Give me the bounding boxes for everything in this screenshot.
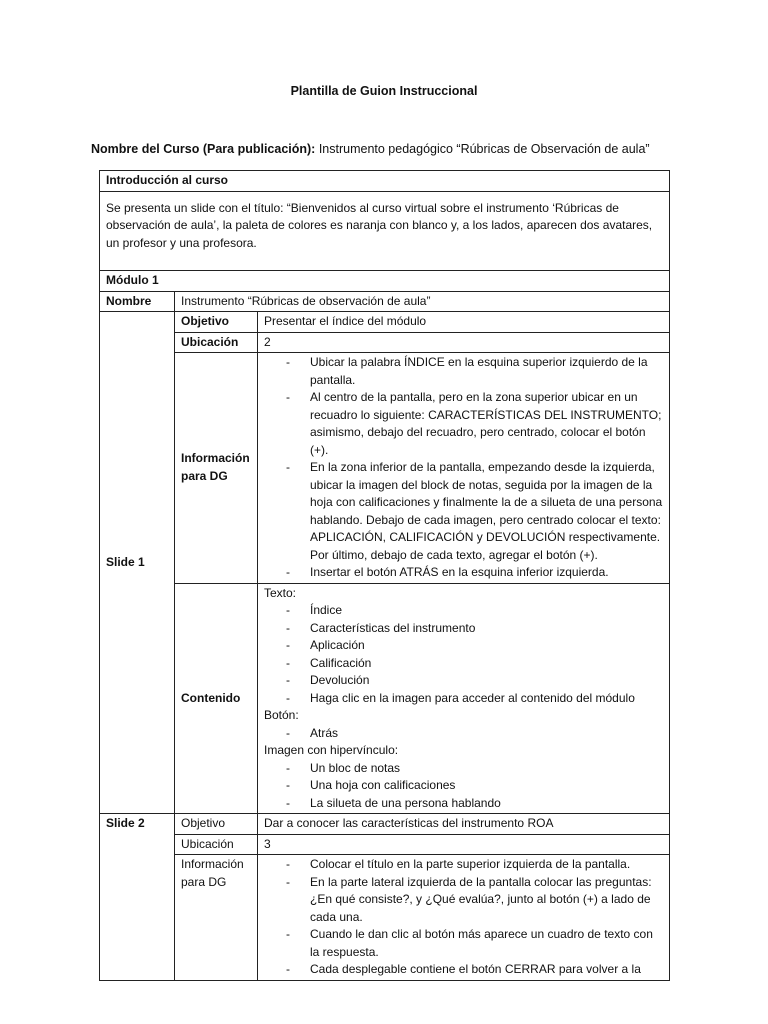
slide1-objetivo-row (100, 312, 670, 333)
slide1-label: Slide 1 (100, 312, 175, 814)
slide1-contenido-row (100, 583, 670, 814)
intro-body-row (100, 191, 670, 271)
course-name-line (91, 142, 731, 156)
contenido-boton-list (264, 725, 663, 743)
document-title: Plantilla de Guion Instruccional (290, 84, 478, 98)
list-item: - Cada desplegable contiene el botón CERRAR para volver a la (264, 961, 663, 979)
list-item: - Colocar el título en la parte superior izquierda de la pantalla. (264, 856, 663, 874)
contenido-imagen-list (264, 760, 663, 813)
module-heading: Módulo 1 (100, 271, 670, 292)
list-item: - Haga clic en la imagen para acceder al contenido del módulo (264, 690, 663, 708)
slide1-objetivo-value: Presentar el índice del módulo (258, 312, 670, 333)
module-name-value: Instrumento “Rúbricas de observación de aula” (175, 291, 670, 312)
slide2-objetivo-row (100, 814, 670, 835)
slide1-contenido-label: Contenido (175, 583, 258, 814)
list-item: - Índice (264, 602, 663, 620)
intro-text: Se presenta un slide con el título: “Bienvenidos al curso virtual sobre el instrumento ‘Rúbricas de observación de aula’, la paleta de colores es naranja con blanco y, a los lados, aparecen dos avatares, un profesor y una profesora. (100, 191, 670, 271)
slide2-objetivo-label: Objetivo (175, 814, 258, 835)
contenido-boton-label: Botón: (264, 708, 299, 722)
slide2-ubicacion-row (100, 834, 670, 855)
slide2-info-dg-label: Información para DG (175, 855, 258, 981)
list-item: - Características del instrumento (264, 620, 663, 638)
intro-heading-row (100, 171, 670, 192)
slide1-info-dg-label: Información para DG (175, 353, 258, 584)
slide2-info-dg-list (264, 856, 663, 979)
slide1-info-dg-list (264, 354, 663, 582)
slide2-objetivo-value: Dar a conocer las características del instrumento ROA (258, 814, 670, 835)
list-item: - Insertar el botón ATRÁS en la esquina inferior izquierda. (264, 564, 663, 582)
list-item: - Aplicación (264, 637, 663, 655)
slide1-ubicacion-label: Ubicación (175, 332, 258, 353)
module-name-label: Nombre (100, 291, 175, 312)
instructional-script-table (99, 170, 670, 981)
slide2-info-dg-row (100, 855, 670, 981)
contenido-texto-list (264, 602, 663, 707)
slide2-info-dg-cell (258, 855, 670, 981)
intro-heading: Introducción al curso (100, 171, 670, 192)
list-item: - Devolución (264, 672, 663, 690)
slide1-ubicacion-row (100, 332, 670, 353)
slide2-label: Slide 2 (100, 814, 175, 981)
list-item: - En la parte lateral izquierda de la pantalla colocar las preguntas: ¿En qué consiste?, y ¿Qué evalúa?, junto al botón (+) a lado de cada una. (264, 874, 663, 927)
slide2-ubicacion-label: Ubicación (175, 834, 258, 855)
list-item: - Atrás (264, 725, 663, 743)
slide2-ubicacion-value: 3 (258, 834, 670, 855)
slide1-contenido-cell (258, 583, 670, 814)
slide1-info-dg-row (100, 353, 670, 584)
list-item: - Cuando le dan clic al botón más aparece un cuadro de texto con la respuesta. (264, 926, 663, 961)
list-item: - Calificación (264, 655, 663, 673)
course-name-label: Nombre del Curso (Para publicación): (91, 142, 316, 156)
list-item: - La silueta de una persona hablando (264, 795, 663, 813)
list-item: - En la zona inferior de la pantalla, empezando desde la izquierda, ubicar la imagen del block de notas, seguida por la imagen de la hoja con calificaciones y finalmente la de a silueta de una persona hablando. Debajo de cada imagen, pero centrado colocar el texto: APLICACIÓN, CALIFICACIÓN y DEVOLUCIÓN respectivamente. Por último, debajo de cada texto, agregar el botón (+). (264, 459, 663, 564)
course-name-value: Instrumento pedagógico “Rúbricas de Observación de aula” (318, 142, 650, 156)
module-heading-row (100, 271, 670, 292)
slide1-info-dg-cell (258, 353, 670, 584)
list-item: - Ubicar la palabra ÍNDICE en la esquina superior izquierdo de la pantalla. (264, 354, 663, 389)
list-item: - Una hoja con calificaciones (264, 777, 663, 795)
list-item: - Un bloc de notas (264, 760, 663, 778)
contenido-texto-label: Texto: (264, 585, 297, 600)
list-item: - Al centro de la pantalla, pero en la zona superior ubicar en un recuadro lo siguiente: CARACTERÍSTICAS DEL INSTRUMENTO; asimismo, debajo del recuadro, pero centrado, colocar el botón (+). (264, 389, 663, 459)
contenido-imagen-label: Imagen con hipervínculo: (264, 743, 399, 757)
module-name-row (100, 291, 670, 312)
slide1-objetivo-label: Objetivo (175, 312, 258, 333)
slide1-ubicacion-value: 2 (258, 332, 670, 353)
